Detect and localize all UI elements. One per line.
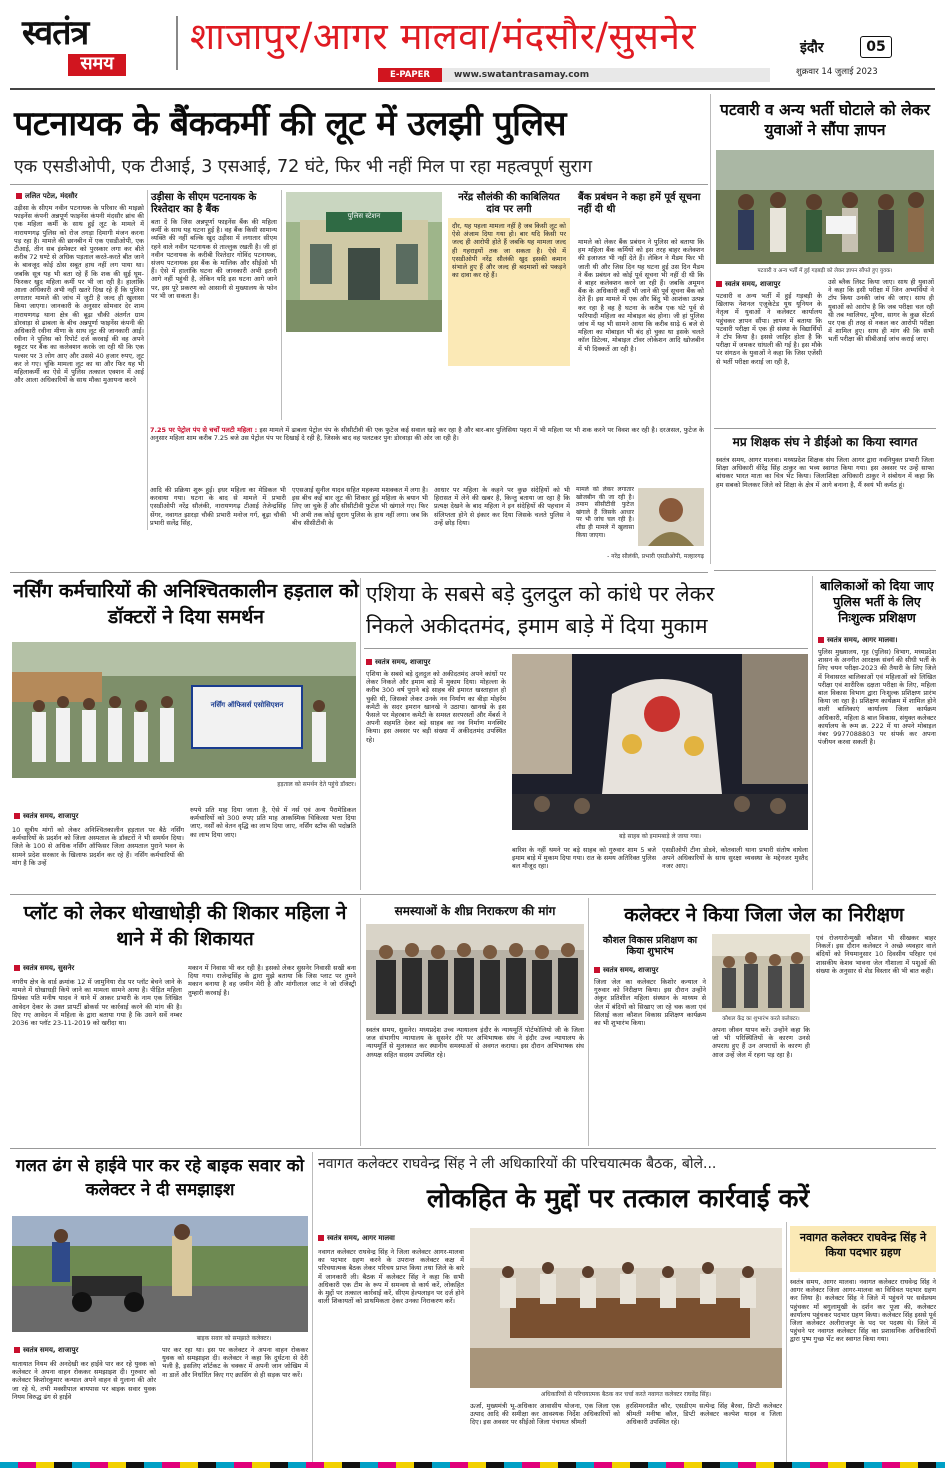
logo-top-text: स्वतंत्र bbox=[22, 13, 89, 53]
col-rule bbox=[312, 1152, 313, 1462]
footer-strip bbox=[0, 1462, 945, 1468]
girls-police-headline: बालिकाओं को दिया जाए पुलिस भर्ती के लिए निःशुल्क प्रशिक्षण bbox=[820, 578, 934, 625]
nursing-banner-text: नर्सिंग ऑफिसर्स एसोसिएशन bbox=[210, 701, 284, 709]
jail-photo-caption: कौशल केंद्र का शुभारंभ करते कलेक्टर। bbox=[722, 1016, 800, 1022]
patwari-photo-caption: पटवारी व अन्य भर्ती में हुई गड़बड़ी को लेकर ज्ञापन सौंपते हुए युवक। bbox=[757, 268, 893, 274]
muharram-text-3: एसडीओपी टीना डोडवे, कोतवाली थाना प्रभारी संतोष वाघेला अपने अधिकारियों के साथ सुरक्षा व्यवस्था के मद्देनजर मुस्तैद नजर आए। bbox=[662, 846, 808, 871]
col-rule bbox=[360, 578, 361, 890]
jail-headline: कलेक्टर ने किया जिला जेल का निरीक्षण bbox=[624, 904, 904, 926]
muharram-text: एशिया के सबसे बड़े दुलदुल को अकीदतमंद अपने कांधों पर लेकर निकले और इमाम बाड़े में मुकाम दिया। मोहल्ला के करीब 300 वर्ष पुराने बड़े साहब की इमारत खस्ताहाल हो चुकी थी, जिसको लेकर उनके नव निर्माण का बीड़ा मोहर्रम कमेटी के सदर इमरान खानखे ने उठाया। खानखे के इस फैसले पर मेहरबान कमेटी के समस्त सरपरस्तों और मेंबर्स ने अपनी सहमति देकर बड़े साहब का नव निर्माण मनस्थिर किया। इस अवसर पर बड़ी संख्या में अकीदतमंद उपस्थित रहे। bbox=[366, 670, 506, 744]
muharram-headline-2: निकले अकीदतमंद, इमाम बाड़े में दिया मुकाम bbox=[366, 614, 708, 638]
bike-text-1: यातायात नियम की अनदेखी कर हाईवे पार कर रहे युवक को कलेक्टर ने अपना वाहन रोककर समझाइश दी। गुरुवार को कलेक्टर किशोरकुमार कन्याल अपने वाहन से गुलाना की ओर जा रहे थे, तभी मक्सीपाल बायपास पर बाइक सवार युवक नियम विरुद्ध ढंग से हाईवे bbox=[12, 1360, 156, 1401]
right-col-rule bbox=[710, 94, 711, 564]
lead-bottom-text-2: एएसआई सुनील यादव सहित महकमा मशक्कत में लगा है। इस बीच कई बार लूट की शिकार हुई महिला के बयान भी लिए जा चुके हैं और सीसीटीवी फुटेज भी खंगाले गए। फिर भी अभी तक कोई सुराग पुलिस के हाथ नहीं लगा। जब कि बीच सीसीटीवी के bbox=[292, 486, 428, 527]
lead-col2-heading: उड़ीसा के सीएम पटनायक के रिश्तेदार का है बैंक bbox=[151, 192, 257, 215]
muharram-photo bbox=[512, 654, 808, 830]
nursing-byline: स्वतंत्र समय, शाजापुर bbox=[14, 812, 78, 821]
section-rule bbox=[10, 1148, 936, 1149]
officer-note: मामले को लेकर लगातार खोजबीन की जा रही है। तमाम सीसीटीवी फुटेज खंगाले हैं जिसके आधार पर भी जांच चल रही है। शीघ्र ही मामले में खुलासा किया जाएगा। bbox=[576, 486, 634, 539]
section-rule bbox=[364, 648, 808, 649]
lead-bottom-text-1: आदि की प्रक्रिया शुरू हुई। इधर महिला का मेडिकल भी करवाया गया। घटना के बाद से मामले में प्रभारी एसडीओपी नरेंद्र सौलंकी, नारायणगढ़ टीआई तेजेन्द्रसिंह सेंगर, नवागत झारड़ा चौकी प्रभारी मनोज गर्ग, बूढ़ा चौकी प्रभारी सलेंद्र सिंह, bbox=[150, 486, 286, 527]
section-rule bbox=[714, 428, 936, 429]
patwari-text-1: पटवारी व अन्य भर्ती में हुई गड़बड़ी के खिलाफ नेशनल एजुकेटेड यूथ यूनियन के नेतृत्व में युवाओं ने कलेक्टर कार्यालय पहुंचकर ज्ञापन सौंपा। ज्ञापन में बताया कि पटवारी परीक्षा में एक ही संस्था के विद्यार्थियों ने टॉप किया है। इससे जाहिर होता है कि परीक्षा में जमकर धांधली की गई है। इस मौके पर संगठन के युवाओं ने कहा कि जिस एजेंसी से भर्ती परीक्षा कराई जा रही है, bbox=[716, 292, 822, 366]
problems-photo bbox=[366, 924, 584, 1020]
epaper-label: E-PAPER bbox=[378, 68, 442, 82]
page-number: 05 bbox=[860, 36, 892, 58]
lead-col4-heading: बैंक प्रबंधन ने कहा हमें पूर्व सूचना नहीं दी थी bbox=[578, 192, 701, 215]
logo-bottom-text: समय bbox=[80, 53, 114, 74]
nursing-text-2: रुपये प्रति माह दिया जाता है, ऐसे में नर्स एवं अन्य पैरामेडिकल कर्मचारियों को 300 रुपए प्रति माह आकस्मिक चिकित्सा भत्ता दिया जाए, नर्सों को वेतन वृद्धि का लाभ दिया जाए, नर्सिंग स्टॉफ की पदोन्नति का लाभ दिया जाए। bbox=[190, 806, 356, 839]
nursing-headline: नर्सिंग कर्मचारियों की अनिश्चितकालीन हड़ताल को डॉक्टरों ने दिया समर्थन bbox=[13, 580, 359, 628]
section-rule bbox=[10, 894, 936, 895]
patwari-photo bbox=[716, 150, 934, 264]
nursing-photo bbox=[12, 642, 356, 778]
meeting-byline: स्वतंत्र समय, आगर मालवा bbox=[318, 1234, 395, 1243]
muharram-byline: स्वतंत्र समय, शाजापुर bbox=[366, 658, 430, 667]
region-title: शाजापुर/आगर मालवा/मंदसौर/सुसनेर bbox=[190, 15, 697, 58]
lead-sub-rule bbox=[10, 184, 708, 185]
jail-photo bbox=[712, 934, 810, 1012]
masthead bbox=[0, 0, 945, 90]
bike-headline: गलत ढंग से हाईवे पार कर रहे बाइक सवार को कलेक्टर ने दी समझाइश bbox=[15, 1156, 305, 1200]
lead-col2-text: बता दें कि जिस अन्नपूर्णा फाइनेंस बैंक की महिला कर्मी के साथ यह घटना हुई है। वह बैंक किसी सामान्य व्यक्ति की नहीं बल्कि खुद उड़ीसा में लगातार सीएम रहने वाले नवीन पटनायक से ताल्लुक रखती है। जी हां नवीन पटनायक के करीबी रिश्तेदार गोविंद पटनायक, संजय पटनायक इस बैंक के मालिक और सीईओ भी हैं। ऐसे में हालांकि घटना की जानकारी अभी इतनी आगे नहीं पहुंची है, लेकिन यदि इस घटना आगे जाने पर, इस पूरे प्रकरण को आसानी से मुख्यालय के फोन पर भी जा सकता है। bbox=[151, 218, 277, 300]
masthead-divider bbox=[176, 16, 178, 70]
problems-headline: समस्याओं के शीघ्र निराकरण की मांग bbox=[394, 904, 556, 918]
masthead-rule bbox=[10, 88, 935, 90]
col-rule bbox=[281, 190, 282, 420]
city-label: इंदौर bbox=[800, 40, 824, 56]
highlight-label: 7.25 पर पेट्रोल पंप से चर्चों पलटी महिला : bbox=[150, 426, 258, 434]
meeting-headline: लोकहित के मुद्दों पर तत्काल कार्रवाई करें bbox=[426, 1184, 810, 1214]
issue-date: शुक्रवार 14 जुलाई 2023 bbox=[796, 67, 878, 77]
col-rule bbox=[786, 1222, 787, 1462]
muharram-photo-caption: बड़े साहब को इमामबाड़े ले जाया गया। bbox=[618, 833, 702, 840]
website[interactable]: www.swatantrasamay.com bbox=[454, 70, 590, 80]
muharram-text-2: बारिश के नहीं थमने पर बड़े साहब को गुरुवार शाम 5 बजे इमाम बाड़े में मुकाम दिया गया। रात के समय अतिरिक्त पुलिस बल मौजूद रहा। bbox=[512, 846, 656, 871]
officer-name: - नरेंद्र सौलंकी, प्रभारी एसडीओपी, मल्हारगढ़ bbox=[607, 553, 704, 560]
bike-text-2: पार कर रहा था। इस पर कलेक्टर ने अपना वाहन रोककर युवक को समझाइश दी। कलेक्टर ने कहा कि दुर्घटना से देरी भली है, इसलिए शॉर्टकट के चक्कर में अपनी जान जोखिम में ना डालें और निर्धारित किए गए क्रासिंग से ही सड़क पार करें। bbox=[162, 1346, 308, 1379]
meeting-kicker: नवागत कलेक्टर राघवेन्द्र सिंह ने ली अधिकारियों की परिचयात्मक बैठक, बोले... bbox=[318, 1156, 717, 1172]
jail-text-2: अपना जीवन यापन करें। उन्होंने कहा कि जो भी परिस्थितियों के कारण उनसे अपराध हुए हैं उन अपराधों के कारण ही आज उन्हें जेल में रहना पड़ रहा है। bbox=[712, 1026, 810, 1059]
fraud-text-2: मकान में निवास भी कर रही है। इसको लेकर सुसनेर निवासी सखी बना दिया गया। राजेन्द्रसिंह के द्वारा मुझे बताया कि जिस प्लाट पर तुमने मकान बनाया है वह जमीन मेरी है और मांगीलाल जाट ने जो रजिस्ट्री तुम्हारी करवाई है। bbox=[188, 964, 356, 997]
officer-photo bbox=[638, 488, 704, 546]
bike-byline: स्वतंत्र समय, शाजापुर bbox=[14, 1346, 78, 1355]
problems-text: स्वतंत्र समय, सुसनेर। मध्यप्रदेश उच्च न्यायालय इंदौर के न्यायमूर्ति पोर्टफोलियो जी के जिला जज संभागीय न्यायालय के सुसनेर दौरे पर अभिभाषक संघ ने इंदौर उच्च न्यायालय के न्यायमूर्ति से मुलाकात कर स्थानीय समस्याओं से अवगत कराया। इस दौरान अभिभाषक संघ अध्यक्ष सहित सदस्य उपस्थित रहे। bbox=[366, 1026, 584, 1059]
meeting-text-2: ऊर्जा, मुख्यमंत्री भू-अधिकार आवासीय योजना, एक जिला एक उत्पाद आदि की समीक्षा कर आवश्यक निर्देश अधिकारियों को दिए। इस अवसर पर सीईओ जिला पंचायत श्रीमती bbox=[470, 1402, 620, 1427]
nursing-photo-caption: हड़ताल को समर्थन देते पहुंचे डॉक्टर। bbox=[277, 781, 356, 788]
jail-text-1: जिला जेल का कलेक्टर किशोर कन्याल ने गुरुवार को निरीक्षण किया। इस दौरान उन्होंने अंकुर प्रतिशील महिला संस्थान के माध्यम से जेल में बंदियों को सिखाए जा रहे चक कला एवं सिलाई कला कौशल विकास प्रशिक्षण कार्यक्रम का भी शुभारंभ किया। bbox=[594, 978, 706, 1028]
meeting-side-headline: नवागत कलेक्टर राघवेन्द्र सिंह ने किया पदभार ग्रहण bbox=[799, 1231, 927, 1259]
girls-police-text: पुलिस मुख्यालय, गृह (पुलिस) विभाग, मध्यप्रदेश शासन के अनगीत आरक्षक संवर्ग की सीधी भर्ती के लिए चयन परीक्षा-2023 की तैयारी के लिए जिले में निवासरत बालिकाओं एवं महिलाओं को लिखित परीक्षा एवं शारीरिक दक्षता परीक्षा के लिए, महिला बाल विकास विभाग द्वारा निःशुल्क प्रशिक्षण प्रारंभ किया जा रहा है। प्रशिक्षण कार्यक्रम में शामिल होने वाली बालिकाएं कार्यालय जिला कार्यक्रम अधिकारी, महिला 8 बाल विकास, संयुक्त कलेक्टर कार्यालय के रूम क्र. 222 में या अपने मोबाइल नंबर 9977088803 पर संपर्क कर अपना पंजीयन करवा सकती है। bbox=[818, 648, 936, 747]
meeting-photo-caption: अधिकारियों से परिचयात्मक बैठक कर चर्चा करते नवागत कलेक्टर राघवेंद्र सिंह। bbox=[540, 1391, 712, 1398]
lead-highlight bbox=[150, 426, 704, 482]
fraud-byline: स्वतंत्र समय, सुसनेर bbox=[14, 964, 74, 973]
lead-subheadline: एक एसडीओपी, एक टीआई, 3 एसआई, 72 घंटे, फिर भी नहीं मिल पा रहा महत्वपूर्ण सुराग bbox=[14, 157, 593, 177]
patwari-byline: स्वतंत्र समय, शाजापुर bbox=[716, 280, 780, 289]
jail-sub-heading: कौशल विकास प्रशिक्षण का किया शुभारंभ bbox=[602, 935, 698, 957]
girls-police-byline: स्वतंत्र समय, आगर मालवा। bbox=[818, 636, 897, 645]
teacher-text: स्वतंत्र समय, आगर मालवा। मध्यप्रदेश शिक्षक संघ जिला आगर द्वारा नवनियुक्त प्रभारी जिला शिक्षा अधिकारी वीरेंद्र सिंह ठाकुर का भव्य स्वागत किया गया। इस अवसर पर उन्हें साफा बांधकर भारत माता का चित्र भेंट किया। जिलाशिक्षा अधिकारी ठाकुर ने संबोधन में कहा कि हम सबको मिलकर जिले को शिक्षा के क्षेत्र में आगे बनाना है, मैं स्वयं भी कर्मठ हूं। bbox=[716, 456, 934, 489]
muharram-headline-1: एशिया के सबसे बड़े दुलदुल को कांधे पर लेकर bbox=[366, 582, 715, 606]
nursing-text-1: 10 सूत्रीय मांगों को लेकर अनिश्चितकालीन हड़ताल पर बैठे नर्सिंग कर्मचारियों के प्रदर्शन को जिला अस्पताल के डॉक्टरों ने भी समर्थन दिया। जिले के 100 से अधिक नर्सिंग ऑफिसर जिला अस्पताल पुराने भवन के सामने प्रदेश सरकार के खिलाफ प्रदर्शन कर रहे हैं। नर्सिंग कर्मचारियों की मांग है कि उन्हें bbox=[12, 826, 184, 867]
meeting-text-3: हरसिमरनप्रीत कौर, एसडीएम सत्येन्द्र सिंह बैरवा, डिप्टी कलेक्टर श्रीमती मनीषा कौल, डिप्टी कलेक्टर कल्पेश यादव व जिला अधिकारी उपस्थित रहे। bbox=[626, 1402, 782, 1427]
lead-col1-text: उड़ीसा के सीएम नवीन पटनायक के परिवार की माइक्रो फाइनेंस कंपनी अन्नपूर्ण फाइनेंस कंपनी मंदसौर ब्रांच की एक महिला कर्मी के साथ हुई लूट के मामले में नारायणगढ़ पुलिस को रोज तगड़ा दिमागी मंजन करना पड़ रहा है। मामले की छानबीन में एक एसडीओपी, एक टीआई, तीन सब इंस्पेक्टर को पुरस्कार लगा कर बीते करीब 72 घण्टे से अधिक पड़ताल करते-करते बीत जाने के बावजूद कोई ठोस सबूत हाथ नहीं लग पाया था। जबकि सूत्र यह भी बता रहे हैं कि शक की सुई घूम-फिरकर खुद महिला कर्मी पर भी जा रही है। हालांकि आला अधिकारी अभी नहीं खतरे दिख रहे हैं कि पुलिस लगातार मामले की जांच में जुटी है जल्द ही खुलासा किया जाएगा। जानकारी के अनुसार सोमवार देर शाम नारायणगढ़ थाना क्षेत्र की बूढ़ा चौकी अंतर्गत ग्राम डोरवाड़ा से ढाबला के बीच अन्नपूर्णा फाइनेंस कंपनी की अधिकारी रवीना मीणा के साथ लूट की जानकारी आई। रवीना ने पुलिस को रिपोर्ट दर्ज करवाई की वह अपने स्कूटर पर बैंक का कलेक्शन करके जा रही थी कि एक पल्सर पर 3 लोग आए और उससे 40 हजार रुपए, लूट कर ले गए। चूंकि मामला लूट का था और फिर यह भी महिलाकर्मी का ऐसे में पुलिस तत्काल एक्शन में आई और आला अधिकारियों के साथ मौका मुआयना करने bbox=[14, 204, 144, 385]
jail-text-3: एवं रोजगारोन्मुखी कौशल भी सीखकर बाहर निकलें। इस दौरान कलेक्टर ने अच्छे व्यवहार वाले बंदियों को नियमानुसार 10 दिवसीय परिहार एवं शासकीय केशव भावना जेल गौशाला में पशुओं की संख्या के अनुसार से शेड विस्तार की भी बात कही। bbox=[816, 934, 936, 975]
col-rule bbox=[147, 190, 148, 530]
fraud-text-1: नगरीय क्षेत्र के वार्ड क्रमांक 12 में जामुनिया रोड पर प्लॉट बेचने जाने के मामले में धोखाधड़ी किये जाने का मामला सामने आया है। पीड़ित महिला प्रियंका पति मनीष यादव ने थाने में आकर प्रभारी के नाम एक लिखित आवेदन देकर के उक्त प्रापर्टी ब्रोकर्स पर कार्रवाई करने की मांग की है। दिए गए आवेदन में महिला के द्वारा बताया गया है कि उसने सर्वे नम्बर 2036 का प्लॉट 23-11-2019 को खरीदा था। bbox=[12, 978, 182, 1028]
patwari-headline: पटवारी व अन्य भर्ती घोटाले को लेकर युवाओं ने सौंपा ज्ञापन bbox=[720, 101, 930, 139]
lead-col4-text: मामले को लेकर बैंक प्रबंधन ने पुलिस को बताया कि हम महिला बैंक कर्मियों को इस तरह बाहर कलेक्शन की इजाजत भी नहीं देते हैं। लेकिन ने मैडम फिर भी जाती थी और जिस दिन यह घटना हुई उस दिन मैडम ने बैंक प्रबंधन को कोई पूर्व सूचना भी नहीं दी थी कि वे बाहर कलेक्शन करने जा रही हैं। जबकि अमूमन बैंक के अधिकारी कहीं भी जाने की पूर्व सूचना बैंक को देते हैं। इस मामले में एक और बिंदु भी आशंका उत्पन्न कर रहा है वह है घटना के करीब एक घंटे पूर्व से फरियादी महिला का मोबाइल बंद होना। जी हां पुलिस जांच में यह भी सामने आया कि करीब साढ़े 6 बजे से महिला का मोबाइल भी बंद हो चुका था इसके चलते कॉल डिटेल्स, मोबाइल टॉवर लोकेशन आदि खोजबीन में भी दिक्कतें आ रही है। bbox=[578, 238, 704, 353]
masthead-logo bbox=[22, 14, 172, 78]
lead-byline: ललित पटेल, मंदसौर bbox=[16, 192, 77, 201]
patwari-text-2: उसे ब्लैक लिस्ट किया जाए। साथ ही युवाओं ने कहा कि इसी परीक्षा में जिन अभ्यर्थियों ने टॉप किया उनकी जांच की जाए। साथ ही युवाओं को आरोप है कि जब परीक्षा चल रही थी तब ग्वालियर, मुरैना, सागर के कुछ सेंटर्स पर एक ही तरह से नकल कर आरोपी परीक्षा में शामिल हुए। साथ ही मांग की कि सभी भर्ती परीक्षा की सीबीआई जांच कराई जाए। bbox=[828, 278, 934, 344]
lead-bottom-text-3: आधार पर महिला के कहने पर कुछ संदेहियों को भी हिरासत में लेने की खबर है, किन्तु बताया जा रहा है कि प्रत्यक्ष देखने के बाद महिला ने इन संदेहियों की पहचान में संलिप्तता होने से इंकार कर दिया जिसके चलते पुलिस ने उन्हें छोड़ दिया। bbox=[434, 486, 570, 527]
meeting-text-1: नवागत कलेक्टर राघवेन्द्र सिंह ने जिला कलेक्टर आगर-मालवा का पदभार ग्रहण करने के उपरान्त कलेक्टर कक्ष में परिचयात्मक बैठक लेकर परिचय प्राप्त किया तथा जिले के बारे में जानकारी ली। बैठक में कलेक्टर सिंह ने कहा कि सभी अधिकारी एक टीम के रूप में समन्वय से कार्य करें, लोकहित के मुद्दों पर तत्काल कार्रवाई करें, सीएम हेल्पलाइन पर दर्ज होने वाली शिकायतों को प्राथमिकता देकर उनका निराकरण करें। bbox=[318, 1248, 464, 1306]
col-rule bbox=[360, 898, 361, 1146]
bike-photo-caption: बाइक सवार को समझाते कलेक्टर। bbox=[196, 1335, 272, 1342]
highlight-text: इस मामले में ढाबला पेट्रोल पंप के सीसीटीवी की एक फुटेज कई सवाल खड़े कर रहा है और बार-बार पुलिसिया पहरा में भी महिला पर भी शक करने पर विवश कर रही है। दरअसल, फुटेज के अनुसार महिला शाम करीब 7.25 बजे उस पेट्रोल पंप पर दिखाई दे रही है, जिसके बाद वह पलटकर पुनः डोरवाड़ा की ओर जा रही है। bbox=[150, 426, 704, 443]
jail-byline: स्वतंत्र समय, शाजापुर bbox=[594, 966, 658, 975]
col-rule bbox=[812, 576, 813, 890]
section-rule bbox=[10, 572, 708, 573]
police-station-sign: पुलिस स्टेशन bbox=[347, 212, 381, 220]
meeting-side-text: स्वतंत्र समय, आगर मालवा। नवागत कलेक्टर राघवेन्द्र सिंह ने आगर कलेक्टर जिला आगर-मालवा का विधिवत पदभार ग्रहण कर लिया है। कलेक्टर सिंह ने जिले में पहुंचने पर सर्वप्रथम पहुंचकर माँ बगुलामुखी के दर्शन कर पूजा की, कलेक्टर कार्यालय पहुंचकर पदभार ग्रहण किया। कलेक्टर सिंह इससे पूर्व जिला कलेक्टर अलीराजपुर के पद पर पदस्थ थे। जिले में पहुंचने पर नवागत कलेक्टर सिंह का प्रशासनिक अधिकारियों द्वारा पुष्प गुच्छ भेंट कर स्वागत किया गया। bbox=[790, 1278, 936, 1344]
lead-col3-heading: नरेंद्र सौलंकी की काबिलियत दांव पर लगी bbox=[458, 192, 560, 215]
bike-photo bbox=[12, 1216, 308, 1332]
lead-col3-text: दौर, यह पहला मामला नहीं है जब किसी लूट को ऐसे अंजाम दिया गया हो। बार यदि किसी पर जल्द ही आरोपी होते हैं जबकि यह मामला जल्द ही गहराइयों तक जा सकता है। ऐसे में एसडीओपी नरेंद्र सौलंकी खुद इसकी कमान संभाले हुए हैं और जल्द ही बदमाशों को पकड़ने का दावा कर रहे हैं। bbox=[452, 222, 566, 280]
section-rule bbox=[714, 570, 936, 571]
lead-headline: पटनायक के बैंककर्मी की लूट में उलझी पुलिस bbox=[14, 104, 566, 144]
fraud-headline: प्लॉट को लेकर धोखाधोड़ी की शिकार महिला ने थाने में की शिकायत bbox=[23, 902, 347, 950]
teacher-headline: मप्र शिक्षक संघ ने डीईओ का किया स्वागत bbox=[732, 435, 918, 449]
col-rule bbox=[588, 898, 589, 1146]
meeting-photo bbox=[470, 1228, 782, 1388]
